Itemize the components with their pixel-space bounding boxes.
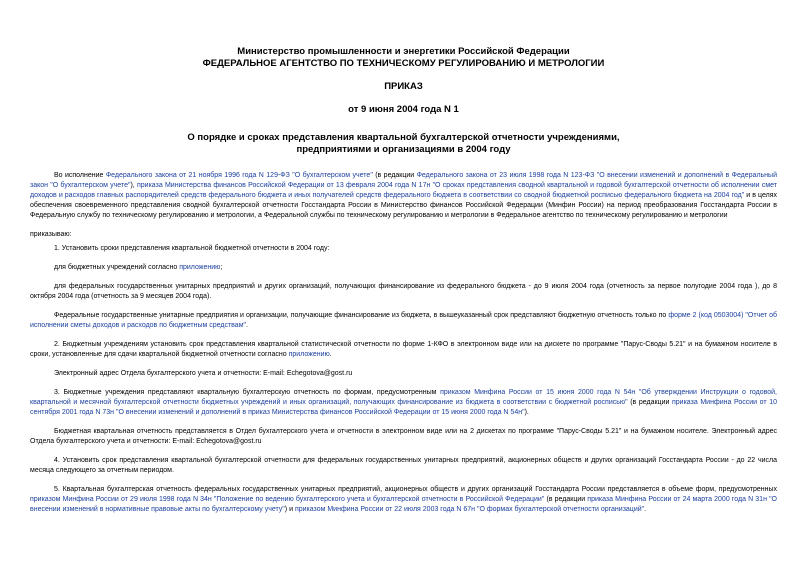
text: (в редакции [627, 399, 672, 406]
paragraph-email: Электронный адрес Отдела бухгалтерского учета и отчетности: E-mail: Echegotova@gost.ru [54, 370, 353, 377]
paragraph-quarterly: Бюджетная квартальная отчетность представляется в Отдел бухгалтерского учета и отчетности в электронном виде или на 2 дискетах по программе "Парус-Своды 5.21" и на бумажном носителе. Электронный адрес Отдела бухгалтерского учета и отчетности: E-mail: Echegotova@gost.ru [30, 428, 777, 445]
doc-type: ПРИКАЗ [384, 81, 423, 92]
text: (в редакции [372, 172, 417, 179]
ministry-name: Министерство промышленности и энергетики Российской Федерации [237, 46, 570, 57]
text: . [644, 506, 647, 513]
link-order-31n[interactable]: приказа Минфина России от 24 марта 2000 года N 31н "О внесении изменений в нормативные правовые акты по бухгалтерскому учету" [30, 496, 777, 513]
paragraph-fgup [30, 311, 777, 331]
paragraph-item-3 [30, 388, 777, 418]
link-order-17n[interactable]: приказа Министерства финансов Российской Федерации от 13 февраля 2004 года N 17н "О сроках представления сводной квартальной и годовой бухгалтерской отчетности об исполнении смет доходов и расходов главных распорядителей средств федерального бюджета и иных получателей средств федерального бюджета в соответствии со сводной бюджетной росписью федерального бюджета на 2004 год" [30, 182, 777, 199]
link-order-67n[interactable]: приказом Минфина России от 22 июля 2003 года N 67н "О формах бухгалтерской отчетности организаций" [294, 506, 645, 513]
paragraph-item-1: 1. Установить сроки представления квартальной бюджетной отчетности в 2004 году: [54, 245, 330, 252]
link-form-2[interactable]: форме 2 (код 0503004) "Отчет об исполнении сметы доходов и расходов по бюджетным средствам" [30, 312, 777, 329]
link-appendix[interactable]: приложению [179, 264, 221, 271]
paragraph-item-2 [30, 340, 777, 360]
link-law-129fz[interactable]: Федерального закона от 21 ноября 1996 года N 129-ФЗ "О бухгалтерском учете" [105, 172, 373, 179]
text: 5. Квартальная бухгалтерская отчетность федеральных государственных унитарных предприятий, акционерных обществ и других организаций Госстандарта России представляется в объеме форм, предусмотренных [54, 486, 777, 493]
link-appendix[interactable]: приложению [288, 351, 330, 358]
doc-date-number: от 9 июня 2004 года N 1 [348, 104, 459, 115]
paragraph-orders: приказываю: [30, 231, 72, 238]
text: (в редакции [544, 496, 588, 503]
link-law-123fz[interactable]: Федерального закона от 23 июля 1998 года N 123-ФЗ "О внесении изменений и дополнений в Федеральный закон "О бухгалтерском учете" [30, 172, 777, 189]
paragraph-item-5 [30, 485, 777, 515]
text: 3. Бюджетные учреждения представляют квартальную бухгалтерскую отчетность по формам, предусмотренным [54, 389, 441, 396]
link-order-54n[interactable]: приказом Минфина России от 15 июня 2000 года N 54н "Об утверждении Инструкции о годовой, квартальной и месячной бухгалтерской отчетности бюджетных учреждений и иных организаций, получающих финансирование из бюджета в соответствии с бюджетной росписью" [30, 389, 778, 406]
text: ). [524, 409, 529, 416]
paragraph-preamble [30, 171, 777, 221]
paragraph-budget-institutions [30, 263, 777, 273]
text: 2. Бюджетным учреждениям установить срок представления квартальной статистической отчетности по форме 1-КФО в электронном виде или на дискете по программе "Парус-Своды 5.21" и на бумажном носителе в сроки, установленные для сдачи квартальной бюджетной отчетности согласно [30, 341, 777, 358]
text: ), [130, 182, 137, 189]
document-body [30, 171, 777, 515]
text: для бюджетных учреждений согласно [54, 264, 180, 271]
text: . [329, 351, 332, 358]
link-order-73n[interactable]: приказа Минфина России от 10 сентября 2001 года N 73н "О внесении изменений и дополнений в приказ Министерства финансов Российской Федерации от 15 июня 2000 года N 54н" [30, 399, 777, 416]
link-order-34n[interactable]: приказом Минфина России от 29 июля 1998 года N 34н "Положение по ведению бухгалтерского учета и бухгалтерской отчетности в Российской Федерации" [30, 496, 545, 503]
text: . [246, 322, 248, 329]
doc-title: О порядке и сроках представления квартальной бухгалтерской отчетности учреждениями, предприятиями и организациями в 2004 году [187, 132, 620, 155]
text: Во исполнение [54, 172, 106, 179]
text: ) и [284, 506, 295, 513]
paragraph-item-4: 4. Установить срок представления квартальной бухгалтерской отчетности для федеральных государственных унитарных предприятий, акционерных обществ и других организаций Госстандарта России - до 22 числа месяца следующего за отчетным периодом. [30, 457, 777, 474]
text: и в целях обеспечения своевременного представления сводной бухгалтерской отчетности Госстандарта России в Министерство финансов Российской Федерации (Минфин России) на период преобразования Госстандарта России в Федеральную службу по техническому регулированию и метрологии, а Федеральной службы по техническому регулированию и метрологии в Федеральное агентство по техническому регулированию и метрологии [30, 192, 777, 219]
paragraph-federal-enterprises: для федеральных государственных унитарных предприятий и других организаций, получающих финансирование из федерального бюджета - до 9 июля 2004 года (отчетность за первое полугодие 2004 года ), до 8 октября 2004 года (отчетность за 9 месяцев 2004 года). [30, 283, 777, 300]
text: ; [220, 264, 223, 271]
text: Федеральные государственные унитарные предприятия и организации, получающие финансирование из бюджета, в вышеуказанный срок представляют бюджетную отчетность только по [54, 312, 669, 319]
agency-name: ФЕДЕРАЛЬНОЕ АГЕНТСТВО ПО ТЕХНИЧЕСКОМУ РЕГУЛИРОВАНИЮ И МЕТРОЛОГИИ [202, 58, 605, 69]
